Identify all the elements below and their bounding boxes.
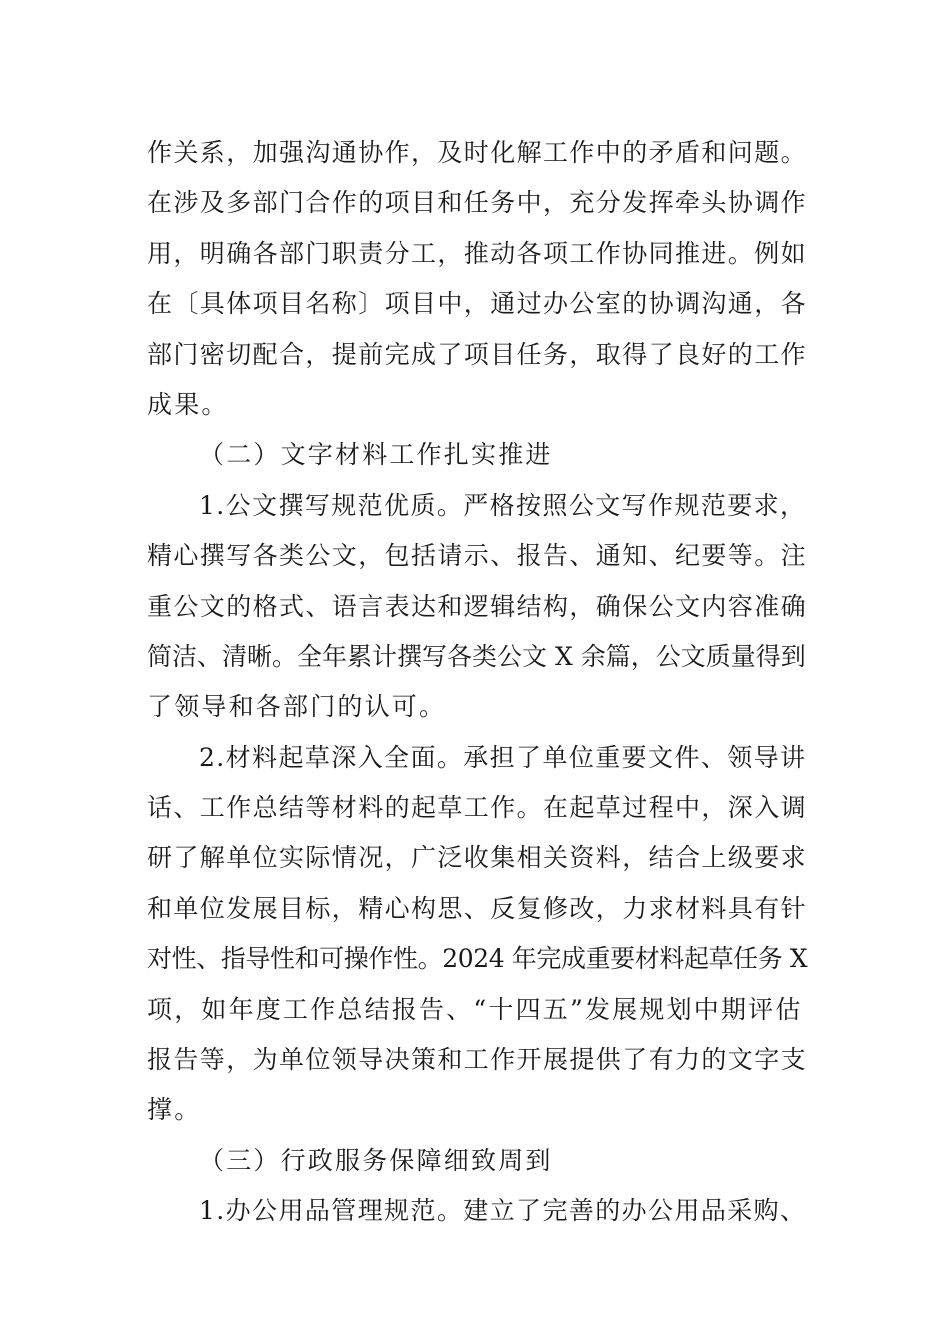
text-line: 报告等，为单位领导决策和工作开展提供了有力的文字支: [147, 1045, 808, 1075]
text-line: 和单位发展目标，精心构思、反复修改，力求材料具有针: [147, 893, 808, 923]
text-line: 作关系，加强沟通协作，及时化解工作中的矛盾和问题。: [147, 138, 808, 167]
paragraph-start: 1.公文撰写规范优质。严格按照公文写作规范要求，: [199, 490, 807, 520]
text-line: 精心撰写各类公文，包括请示、报告、通知、纪要等。注: [147, 541, 808, 571]
text-line: 成果。: [147, 389, 229, 419]
text-line: 用，明确各部门职责分工，推动各项工作协同推进。例如: [147, 238, 808, 268]
text-line: 在〔具体项目名称〕项目中，通过办公室的协调沟通，各: [147, 289, 808, 319]
section-heading: （二）文字材料工作扎实推进: [199, 440, 553, 470]
section-heading: （三）行政服务保障细致周到: [199, 1145, 553, 1175]
text-line: 项，如年度工作总结报告、“十四五”发展规划中期评估: [147, 994, 803, 1024]
paragraph-start: 1.办公用品管理规范。建立了完善的办公用品采购、: [199, 1196, 807, 1226]
text-line: 简洁、清晰。全年累计撰写各类公文 X 余篇，公文质量得到: [147, 641, 806, 671]
text-line: 了领导和各部门的认可。: [147, 692, 447, 722]
text-line: 对性、指导性和可操作性。2024 年完成重要材料起草任务 X: [147, 944, 808, 974]
paragraph-start: 2.材料起草深入全面。承担了单位重要文件、领导讲: [199, 742, 807, 772]
text-line: 部门密切配合，提前完成了项目任务，取得了良好的工作: [147, 339, 808, 369]
text-line: 研了解单位实际情况，广泛收集相关资料，结合上级要求: [147, 843, 808, 873]
text-line: 在涉及多部门合作的项目和任务中，充分发挥牵头协调作: [147, 188, 808, 218]
document-body: [147, 128, 807, 1237]
text-line: 重公文的格式、语言表达和逻辑结构，确保公文内容准确: [147, 591, 808, 621]
text-line: 撑。: [147, 1095, 202, 1125]
text-line: 话、工作总结等材料的起草工作。在起草过程中，深入调: [147, 793, 808, 823]
